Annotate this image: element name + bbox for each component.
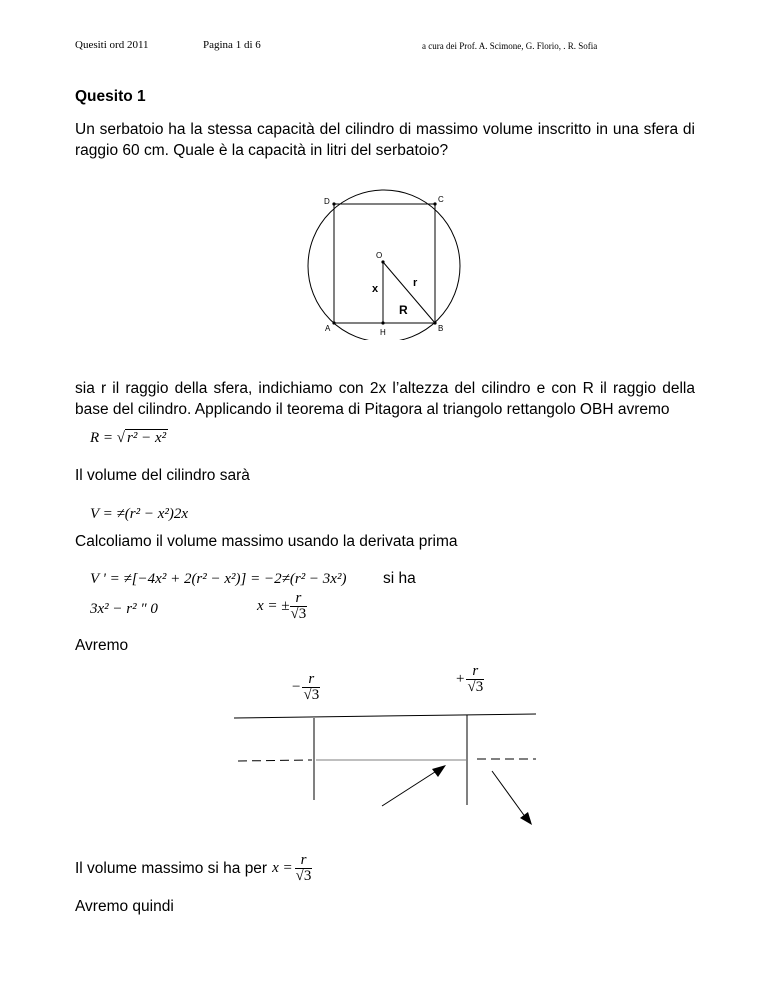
question-title: Quesito 1 — [75, 88, 146, 105]
point-B — [433, 321, 436, 324]
header-page-number: Pagina 1 di 6 — [203, 39, 261, 51]
equation-volume: V = ≠(r² − x²)2x — [90, 506, 189, 522]
equation-solution — [257, 591, 307, 622]
sign-chart — [230, 660, 540, 830]
avremo-quindi-text: Avremo quindi — [75, 898, 174, 915]
avremo-text: Avremo — [75, 637, 129, 654]
derivative-intro: Calcoliamo il volume massimo usando la derivata prima — [75, 533, 458, 550]
max-volume-text: Il volume massimo si ha per — [75, 859, 268, 877]
question-text: Un serbatoio ha la stessa capacità del cilindro di massimo volume inscritto in una sfera di raggio 60 cm. Quale è la capacità in litri del serbatoio? — [75, 121, 695, 159]
label-C: C — [438, 195, 444, 204]
explanation-text: sia r il raggio della sfera, indichiamo con 2x l’altezza del cilindro e con R il raggio della base del cilindro. Applicando il teorema di Pitagora al triangolo rettangolo OBH avremo — [75, 380, 695, 418]
sign-chart-left-denominator: √3 — [303, 687, 320, 703]
point-D — [332, 202, 335, 205]
equation-radius-lhs: R = — [90, 430, 117, 446]
sign-chart-left-sign: − — [292, 679, 301, 695]
label-B: B — [438, 324, 444, 333]
point-O — [381, 260, 384, 263]
sign-chart-right-numerator: r — [472, 663, 479, 679]
si-ha-text: si ha — [383, 570, 416, 587]
equation-radius: R = √ r² − x² — [90, 430, 167, 446]
label-A: A — [325, 324, 331, 333]
max-equation-denominator: √3 — [295, 868, 312, 884]
equation-solution-denominator: √3 — [290, 606, 307, 622]
label-R: R — [399, 303, 408, 317]
sign-chart-right-sign: + — [456, 671, 465, 687]
point-H — [381, 321, 384, 324]
point-C — [433, 202, 436, 205]
equation-derivative: V ' = ≠[−4x² + 2(r² − x²)] = −2≠(r² − 3x²) — [90, 571, 347, 587]
sphere-cylinder-figure — [290, 185, 475, 340]
segment-OB — [383, 262, 435, 323]
max-volume-line — [75, 853, 312, 884]
equation-radius-radicand: r² − x² — [127, 430, 167, 446]
sign-chart-left-label — [292, 672, 320, 703]
sphere-circle — [308, 190, 460, 340]
label-r: r — [413, 277, 418, 289]
volume-intro: Il volume del cilindro sarà — [75, 467, 250, 484]
header-left: Quesiti ord 2011 — [75, 39, 149, 51]
label-D: D — [324, 197, 330, 206]
point-A — [332, 321, 335, 324]
label-H: H — [380, 328, 386, 337]
equation-solution-numerator: r — [295, 590, 302, 606]
sign-chart-right-denominator: √3 — [467, 679, 484, 695]
equation-condition: 3x² − r² ″ 0 — [90, 601, 158, 617]
sign-chart-right-label — [456, 664, 484, 695]
sign-chart-left-numerator: r — [308, 671, 315, 687]
label-x: x — [372, 283, 379, 295]
max-equation-numerator: r — [300, 852, 307, 868]
max-equation-lhs: x = — [272, 860, 293, 876]
header-authors: a cura dei Prof. A. Scimone, G. Florio, . R. Sofia — [422, 41, 598, 51]
equation-solution-lhs: x = ± — [257, 598, 290, 614]
label-O: O — [376, 251, 383, 260]
